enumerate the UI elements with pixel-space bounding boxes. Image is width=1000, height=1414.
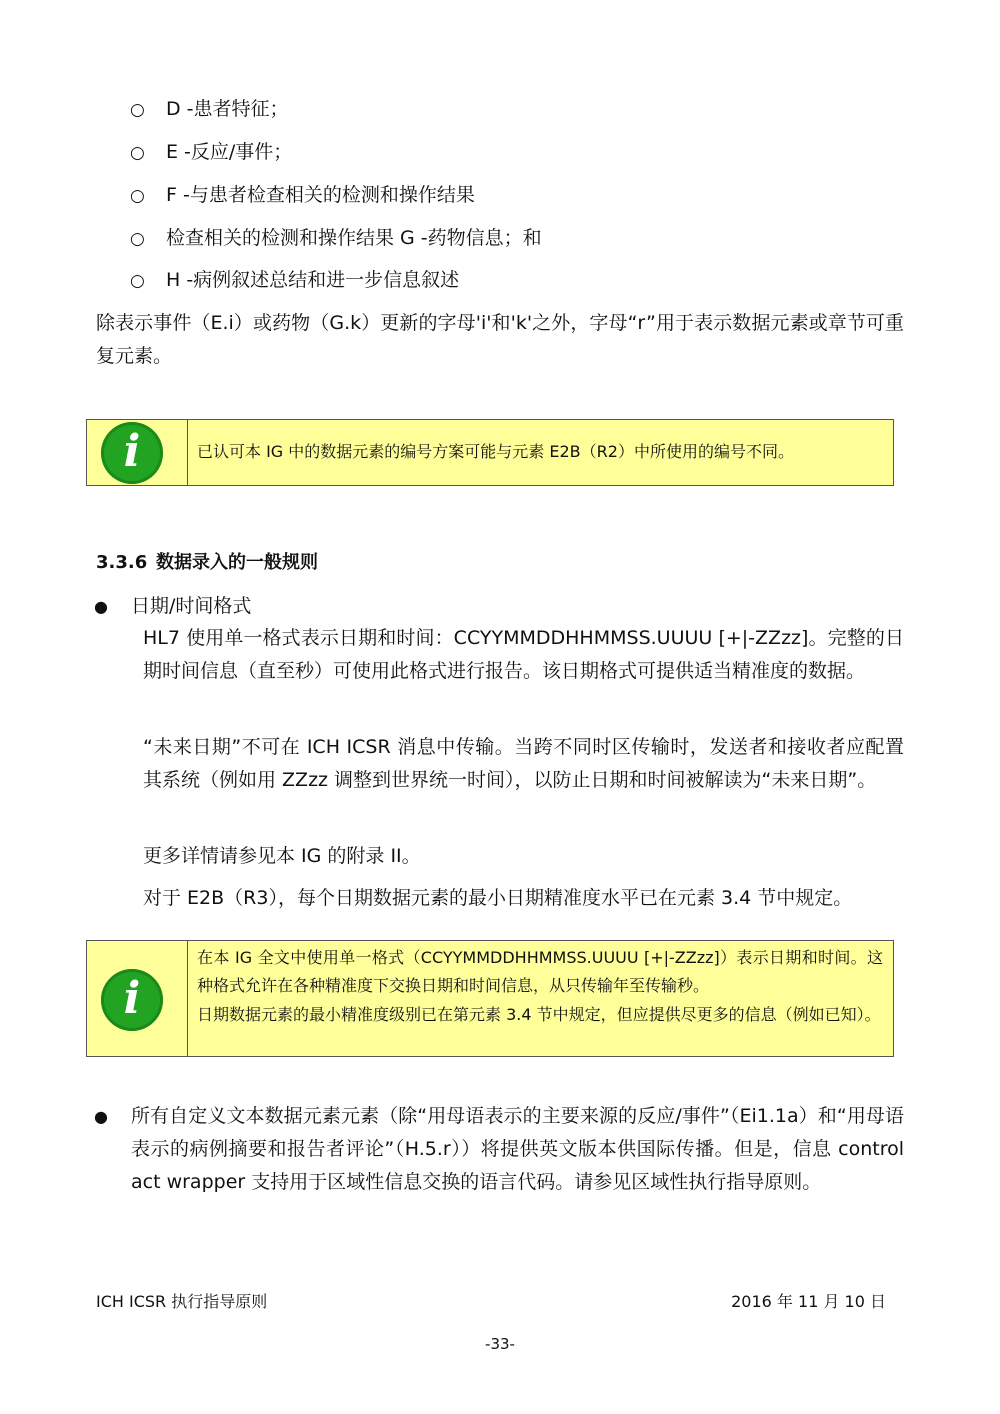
note-text: 在本 IG 全文中使用单一格式（CCYYMMDDHHMMSS.UUUU [+|-ZZzz]）表示日期和时间。这种格式允许在各种精准度下交换日期和时间信息，从只传输年至传输秒。 [197,948,883,995]
list-item [130,181,475,210]
list-item [130,138,292,167]
list-item-text: 检查相关的检测和操作结果 G -药物信息；和 [166,227,542,249]
list-item [130,224,542,253]
intro-paragraph: 除表示事件（E.i）或药物（G.k）更新的字母'i'和'k'之外，字母“r”用于表示数据元素或章节可重复元素。 [96,312,904,367]
circle-bullet-icon: ○ [130,229,145,249]
section-title: 数据录入的一般规则 [156,552,318,573]
list-item-text: E -反应/事件； [166,141,293,163]
list-item [130,266,459,295]
list-item-text: F -与患者检查相关的检测和操作结果 [166,184,475,206]
future-date-paragraph: “未来日期”不可在 ICH ICSR 消息中传输。当跨不同时区传输时，发送者和接收者应配置其系统（例如用 ZZzz 调整到世界统一时间），以防止日期和时间被解读为“未来日期”。 [143,736,904,791]
bullet-dot-icon: ● [94,1107,108,1126]
precision-paragraph: 对于 E2B（R3），每个日期数据元素的最小日期精准度水平已在元素 3.4 节中规定。 [143,887,853,909]
circle-bullet-icon: ○ [130,143,145,163]
info-icon: i [101,422,163,484]
footer-date: 2016 年 11 月 10 日 [731,1292,886,1311]
footer-title: ICH ICSR 执行指导原则 [96,1292,268,1311]
bullet-label: 日期/时间格式 [131,595,252,617]
note-text: 日期数据元素的最小精准度级别已在第元素 3.4 节中规定，但应提供尽更多的信息（例如已知）。 [197,1005,881,1024]
appendix-paragraph: 更多详情请参见本 IG 的附录 II。 [143,845,421,867]
section-number: 3.3.6 [96,552,148,573]
list-item-text: D -患者特征； [166,98,289,120]
circle-bullet-icon: ○ [130,186,145,206]
free-text-paragraph: 所有自定义文本数据元素元素（除“用母语表示的主要来源的反应/事件”（Ei1.1a）和“用母语表示的病例摘要和报告者评论”（H.5.r））将提供英文版本供国际传播。但是，信息 control act wrapper 支持用于区域性信息交换的语言代码。请参见区域性执行指导原则。 [131,1105,904,1193]
bullet-dot-icon: ● [94,597,108,616]
circle-bullet-icon: ○ [130,100,145,120]
datetime-format-paragraph: HL7 使用单一格式表示日期和时间：CCYYMMDDHHMMSS.UUUU [+|-ZZzz]。完整的日期时间信息（直至秒）可使用此格式进行报告。该日期格式可提供适当精准度的数据。 [143,627,904,682]
info-note-box [86,419,894,486]
info-icon: i [101,969,163,1031]
info-note-box [86,940,894,1057]
note-icon-cell [87,941,188,1056]
list-item [130,95,289,124]
list-item-text: H -病例叙述总结和进一步信息叙述 [166,269,460,291]
section-heading [96,549,318,577]
note-icon-cell [87,420,188,485]
note-text: 已认可本 IG 中的数据元素的编号方案可能与元素 E2B（R2）中所使用的编号不同。 [197,442,794,461]
circle-bullet-icon: ○ [130,271,145,291]
page-number: -33- [485,1335,515,1353]
